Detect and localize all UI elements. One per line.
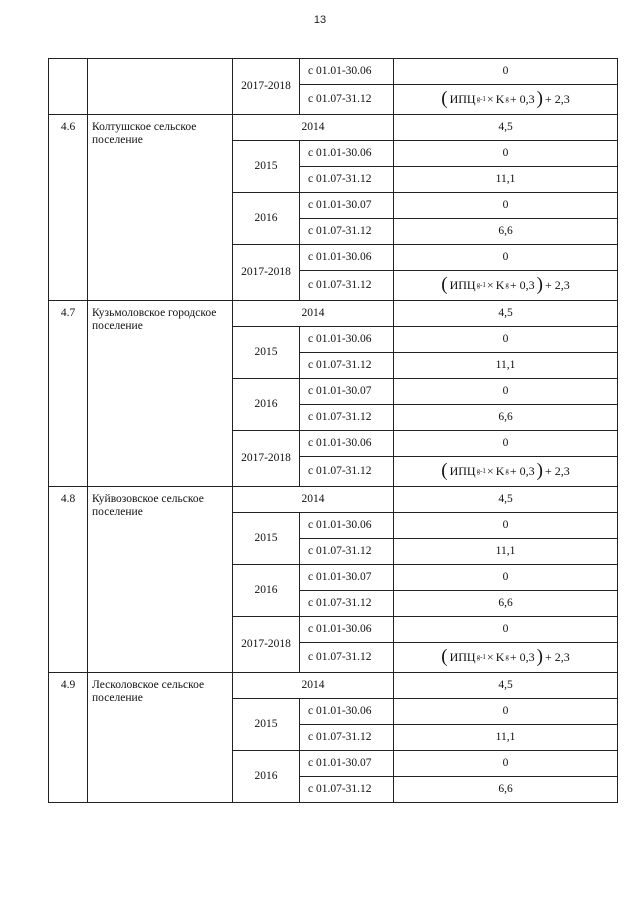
base-year-cell: 2014 [233, 301, 394, 327]
year-cell: 2015 [233, 327, 300, 379]
value-cell: 11,1 [394, 353, 618, 379]
formula-k: K [495, 91, 505, 106]
period-cell: с 01.07-31.12 [300, 777, 394, 803]
formula-times: × [486, 277, 494, 292]
tariff-formula [440, 646, 571, 667]
page-number: 13 [313, 14, 327, 26]
value-cell: 6,6 [394, 405, 618, 431]
period-cell: с 01.01-30.06 [300, 617, 394, 643]
formula-open-paren: ( [441, 460, 448, 481]
period-cell: с 01.01-30.06 [300, 513, 394, 539]
base-value-cell: 4,5 [394, 487, 618, 513]
formula-tail: + 2,3 [544, 649, 570, 664]
value-cell: 0 [394, 245, 618, 271]
row-number-cell [49, 59, 88, 115]
formula-ipc: ИПЦ [449, 91, 476, 106]
base-year-cell: 2014 [233, 487, 394, 513]
value-cell: 11,1 [394, 725, 618, 751]
formula-tail: + 2,3 [544, 91, 570, 106]
value-cell: 11,1 [394, 539, 618, 565]
formula-k: K [495, 649, 505, 664]
year-cell: 2015 [233, 699, 300, 751]
period-cell: с 01.07-31.12 [300, 271, 394, 301]
period-cell: с 01.01-30.06 [300, 699, 394, 725]
tariff-formula [440, 460, 571, 481]
settlement-name: Лесколовское сельское поселение [88, 673, 233, 803]
value-cell: 0 [394, 141, 618, 167]
value-cell: 0 [394, 431, 618, 457]
table-row [49, 59, 618, 85]
formula-plus-part: + 0,3 [509, 277, 535, 292]
value-cell: 6,6 [394, 591, 618, 617]
formula-plus-part: + 0,3 [509, 649, 535, 664]
year-cell: 2017-2018 [233, 245, 300, 301]
year-cell: 2015 [233, 141, 300, 193]
base-value-cell: 4,5 [394, 115, 618, 141]
formula-ipc: ИПЦ [449, 277, 476, 292]
formula-k-subscript: g [505, 466, 509, 475]
period-cell: с 01.07-31.12 [300, 85, 394, 115]
formula-cell [394, 457, 618, 487]
formula-ipc-subscript: g-1 [476, 466, 486, 475]
formula-ipc-subscript: g-1 [476, 94, 486, 103]
formula-cell [394, 85, 618, 115]
settlement-number: 4.9 [49, 673, 88, 803]
tariff-table [48, 58, 618, 803]
settlement-name: Кузьмоловское городское поселение [88, 301, 233, 487]
formula-close-paren: ) [536, 460, 543, 481]
formula-cell [394, 643, 618, 673]
settlement-name-cell [88, 59, 233, 115]
period-cell: с 01.07-31.12 [300, 591, 394, 617]
value-cell: 11,1 [394, 167, 618, 193]
value-cell: 0 [394, 59, 618, 85]
value-cell: 0 [394, 193, 618, 219]
formula-tail: + 2,3 [544, 277, 570, 292]
period-cell: с 01.01-30.06 [300, 245, 394, 271]
value-cell: 0 [394, 565, 618, 591]
period-cell: с 01.07-31.12 [300, 353, 394, 379]
formula-k-subscript: g [505, 94, 509, 103]
settlement-number: 4.6 [49, 115, 88, 301]
formula-times: × [486, 91, 494, 106]
value-cell: 6,6 [394, 219, 618, 245]
formula-open-paren: ( [441, 646, 448, 667]
year-cell: 2017-2018 [233, 617, 300, 673]
formula-close-paren: ) [536, 646, 543, 667]
value-cell: 0 [394, 617, 618, 643]
value-cell: 0 [394, 327, 618, 353]
period-cell: с 01.07-31.12 [300, 167, 394, 193]
tariff-table-body [49, 59, 618, 803]
formula-ipc-subscript: g-1 [476, 652, 486, 661]
year-cell: 2016 [233, 751, 300, 803]
settlement-name: Куйвозовское сельское поселение [88, 487, 233, 673]
period-cell: с 01.07-31.12 [300, 725, 394, 751]
year-cell: 2017-2018 [233, 59, 300, 115]
formula-k: K [495, 463, 505, 478]
period-cell: с 01.07-31.12 [300, 643, 394, 673]
value-cell: 6,6 [394, 777, 618, 803]
settlement-header-row [49, 487, 618, 513]
period-cell: с 01.07-31.12 [300, 539, 394, 565]
settlement-header-row [49, 301, 618, 327]
formula-k-subscript: g [505, 652, 509, 661]
period-cell: с 01.01-30.06 [300, 141, 394, 167]
formula-times: × [486, 649, 494, 664]
year-cell: 2015 [233, 513, 300, 565]
year-cell: 2017-2018 [233, 431, 300, 487]
period-cell: с 01.07-31.12 [300, 405, 394, 431]
formula-plus-part: + 0,3 [509, 91, 535, 106]
formula-close-paren: ) [536, 88, 543, 109]
base-year-cell: 2014 [233, 673, 394, 699]
tariff-formula [440, 88, 571, 109]
formula-open-paren: ( [441, 88, 448, 109]
period-cell: с 01.01-30.07 [300, 379, 394, 405]
settlement-number: 4.7 [49, 301, 88, 487]
settlement-name: Колтушское сельское поселение [88, 115, 233, 301]
base-value-cell: 4,5 [394, 673, 618, 699]
formula-ipc: ИПЦ [449, 649, 476, 664]
formula-tail: + 2,3 [544, 463, 570, 478]
base-year-cell: 2014 [233, 115, 394, 141]
base-value-cell: 4,5 [394, 301, 618, 327]
year-cell: 2016 [233, 193, 300, 245]
formula-ipc: ИПЦ [449, 463, 476, 478]
value-cell: 0 [394, 751, 618, 777]
settlement-number: 4.8 [49, 487, 88, 673]
formula-times: × [486, 463, 494, 478]
settlement-header-row [49, 115, 618, 141]
period-cell: с 01.01-30.06 [300, 59, 394, 85]
period-cell: с 01.01-30.06 [300, 431, 394, 457]
formula-open-paren: ( [441, 274, 448, 295]
year-cell: 2016 [233, 565, 300, 617]
period-cell: с 01.01-30.07 [300, 565, 394, 591]
value-cell: 0 [394, 513, 618, 539]
period-cell: с 01.01-30.07 [300, 193, 394, 219]
period-cell: с 01.01-30.06 [300, 327, 394, 353]
settlement-header-row [49, 673, 618, 699]
formula-k-subscript: g [505, 280, 509, 289]
period-cell: с 01.01-30.07 [300, 751, 394, 777]
year-cell: 2016 [233, 379, 300, 431]
formula-close-paren: ) [536, 274, 543, 295]
value-cell: 0 [394, 379, 618, 405]
formula-plus-part: + 0,3 [509, 463, 535, 478]
formula-ipc-subscript: g-1 [476, 280, 486, 289]
period-cell: с 01.07-31.12 [300, 457, 394, 487]
period-cell: с 01.07-31.12 [300, 219, 394, 245]
tariff-formula [440, 274, 571, 295]
value-cell: 0 [394, 699, 618, 725]
formula-cell [394, 271, 618, 301]
formula-k: K [495, 277, 505, 292]
